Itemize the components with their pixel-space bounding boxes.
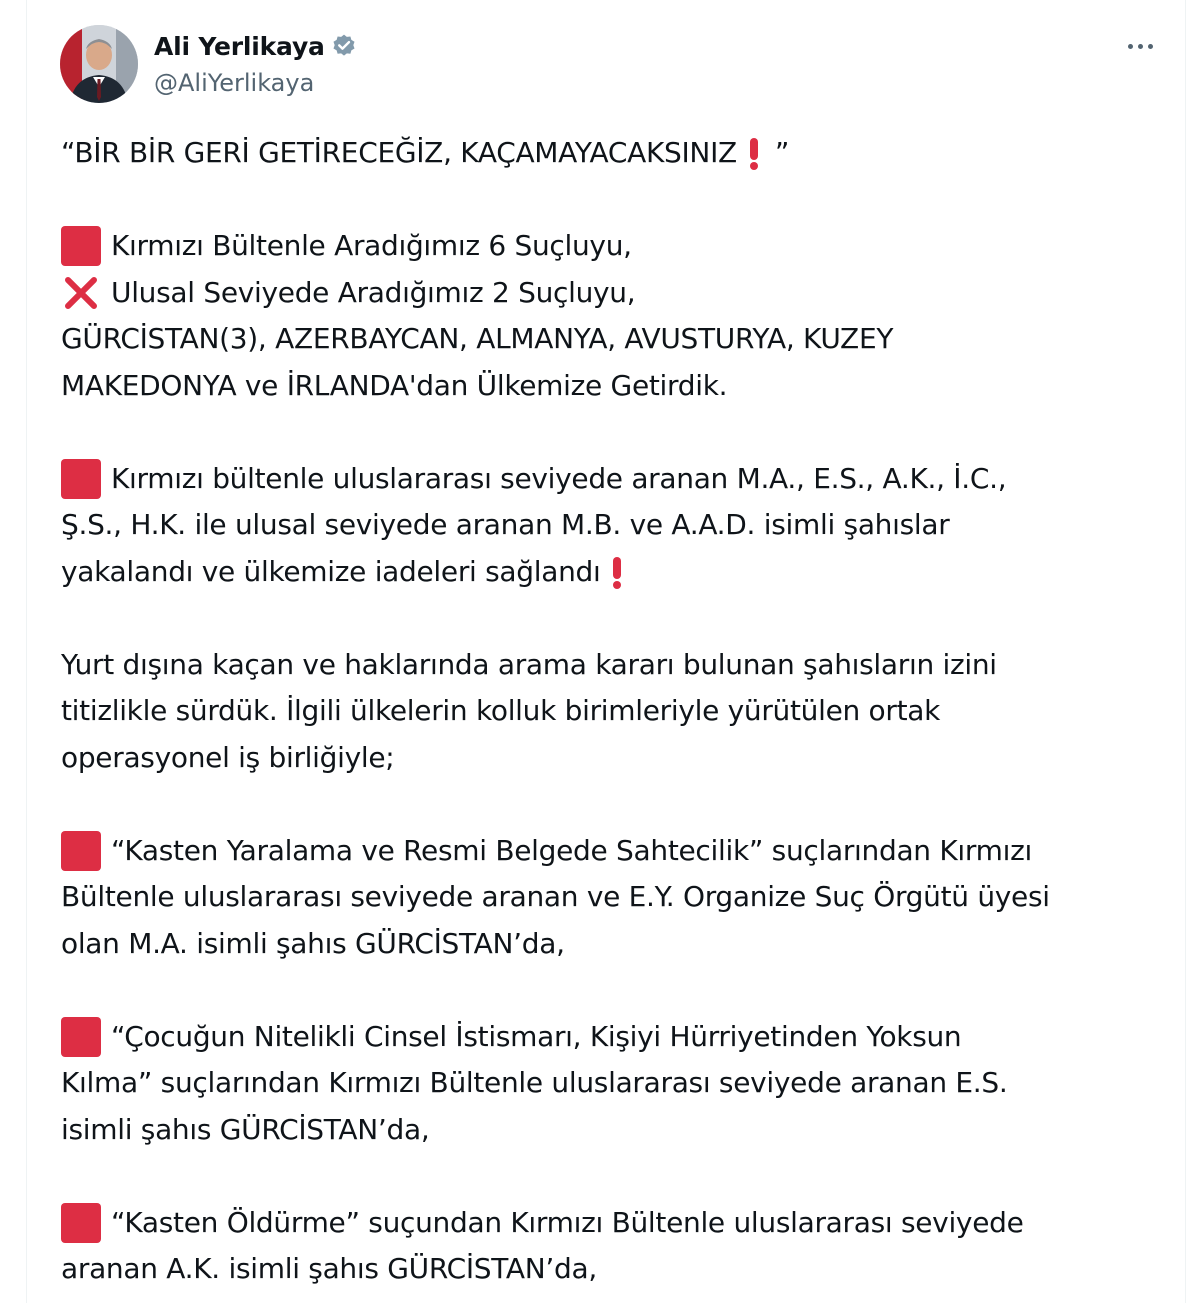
text-line bbox=[61, 1200, 1141, 1247]
text-line bbox=[61, 363, 1141, 410]
avatar-portrait-icon bbox=[60, 25, 138, 103]
line-text: aranan A.K. isimli şahıs GÜRCİSTAN’da, bbox=[61, 1252, 597, 1285]
line-text: Ş.S., H.K. ile ulusal seviyede aranan M.B. ve A.A.D. isimli şahıslar bbox=[61, 508, 950, 541]
text-line bbox=[61, 688, 1141, 735]
line-text: “Kasten Yaralama ve Resmi Belgede Sahtecilik” suçlarından Kırmızı bbox=[111, 833, 1032, 867]
text-line bbox=[61, 1246, 1141, 1293]
line-text: Kırmızı bültenle uluslararası seviyede aranan M.A., E.S., A.K., İ.C., bbox=[111, 461, 1007, 495]
line-text: Bültenle uluslararası seviyede aranan ve E.Y. Organize Suç Örgütü üyesi bbox=[61, 880, 1050, 913]
verified-badge-icon[interactable] bbox=[331, 33, 357, 59]
line-text: GÜRCİSTAN(3), AZERBAYCAN, ALMANYA, AVUSTURYA, KUZEY bbox=[61, 322, 894, 355]
text-line bbox=[61, 1060, 1141, 1107]
red-square-icon bbox=[61, 1017, 101, 1057]
line-text: Kırmızı Bültenle Aradığımız 6 Suçluyu, bbox=[111, 229, 632, 262]
text-line bbox=[61, 1107, 1141, 1154]
tweet-header bbox=[60, 25, 1160, 105]
text-line bbox=[61, 223, 1141, 270]
red-square-icon bbox=[61, 226, 101, 266]
tweet-headline bbox=[61, 130, 1141, 177]
more-dot bbox=[1148, 44, 1153, 49]
red-square-icon bbox=[61, 831, 101, 871]
line-text: “Çocuğun Nitelikli Cinsel İstismarı, Kişiyi Hürriyetinden Yoksun bbox=[111, 1019, 962, 1053]
red-exclamation-icon bbox=[747, 134, 761, 172]
line-text: Kılma” suçlarından Kırmızı Bültenle uluslararası seviyede aranan E.S. bbox=[61, 1066, 1008, 1099]
line-text: operasyonel iş birliğiyle; bbox=[61, 740, 395, 774]
line-text: Yurt dışına kaçan ve haklarında arama kararı bulunan şahısların izini bbox=[61, 647, 997, 681]
line-text: titizlikle sürdük. İlgili ülkelerin kolluk birimleriyle yürütülen ortak bbox=[61, 694, 941, 727]
text-line bbox=[61, 735, 1141, 782]
author-handle[interactable]: @AliYerlikaya bbox=[154, 69, 315, 97]
text-line bbox=[61, 1014, 1141, 1061]
more-dot bbox=[1128, 44, 1133, 49]
line-text: olan M.A. isimli şahıs GÜRCİSTAN’da, bbox=[61, 926, 565, 960]
tweet-card bbox=[26, 0, 1186, 1303]
text-line bbox=[61, 270, 1141, 317]
line-text: yakalandı ve ülkemize iadeleri sağlandı bbox=[61, 554, 601, 588]
line-text: “Kasten Öldürme” suçundan Kırmızı Bültenle uluslararası seviyede bbox=[111, 1205, 1024, 1239]
text-line bbox=[61, 456, 1141, 503]
tweet-text bbox=[61, 130, 1141, 1293]
red-square-icon bbox=[61, 459, 101, 499]
text-line bbox=[61, 549, 1141, 596]
cross-mark-icon bbox=[61, 273, 101, 313]
text-line bbox=[61, 921, 1141, 968]
text-line bbox=[61, 502, 1141, 549]
line-text: isimli şahıs GÜRCİSTAN’da, bbox=[61, 1112, 430, 1146]
author-name[interactable]: Ali Yerlikaya bbox=[154, 31, 325, 61]
text-line bbox=[61, 316, 1141, 363]
line-text: Ulusal Seviyede Aradığımız 2 Suçluyu, bbox=[111, 275, 636, 309]
headline-text: “BİR BİR GERİ GETİRECEĞİZ, KAÇAMAYACAKSINIZ bbox=[61, 136, 737, 169]
text-line bbox=[61, 828, 1141, 875]
more-options-icon[interactable] bbox=[1120, 31, 1160, 61]
avatar[interactable] bbox=[60, 25, 138, 103]
red-square-icon bbox=[61, 1203, 101, 1243]
headline-close-quote: ” bbox=[774, 136, 790, 169]
text-line bbox=[61, 642, 1141, 689]
line-text: MAKEDONYA ve İRLANDA'dan Ülkemize Getirdik. bbox=[61, 368, 728, 402]
red-exclamation-icon bbox=[610, 553, 624, 591]
author-name-row bbox=[154, 29, 357, 63]
text-line bbox=[61, 874, 1141, 921]
more-dot bbox=[1138, 44, 1143, 49]
